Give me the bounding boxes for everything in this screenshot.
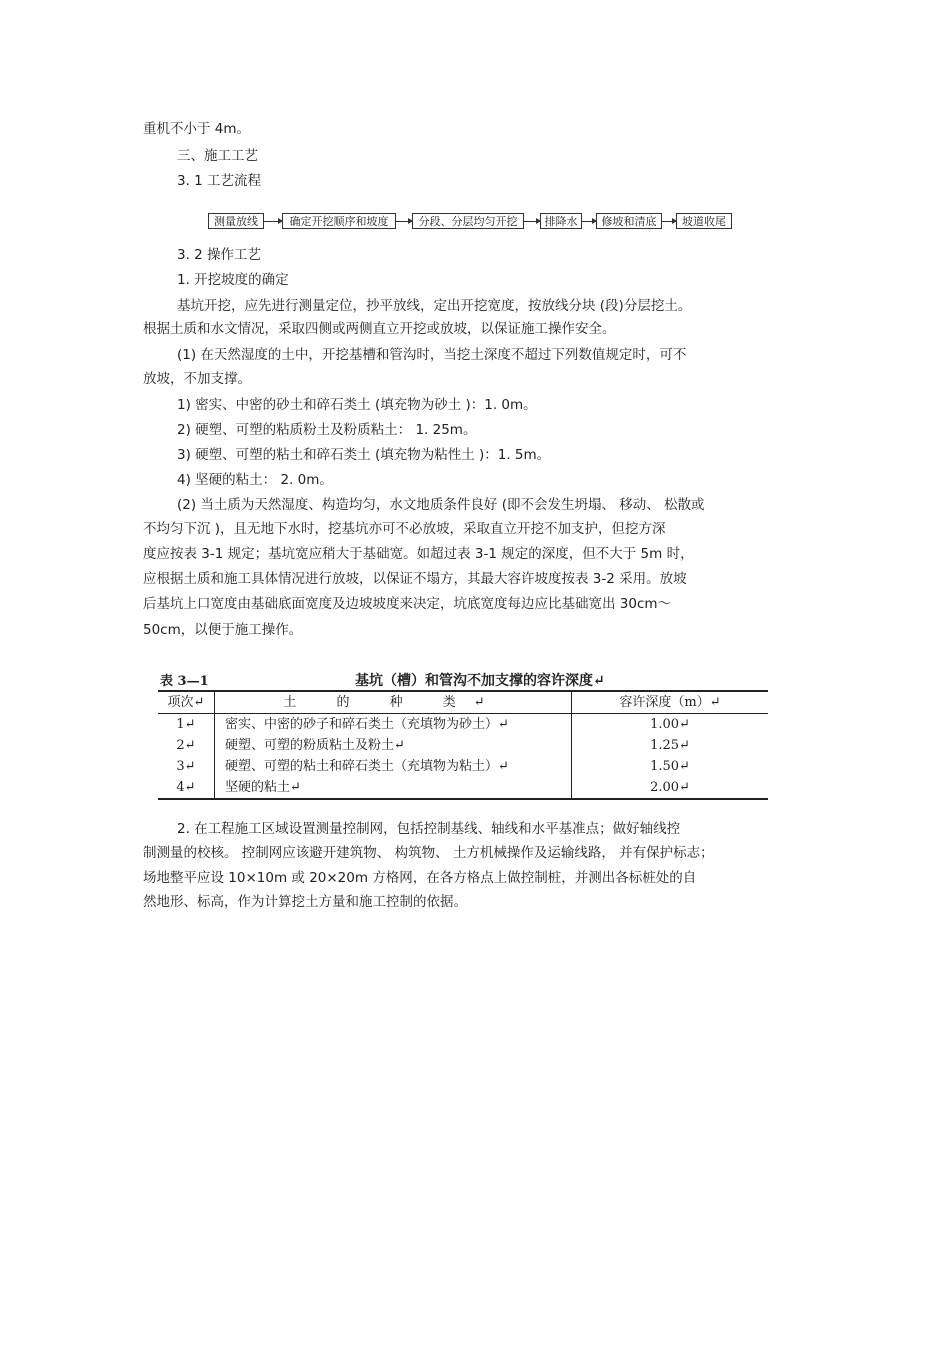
text-line: 场地整平应设 10×10m 或 20×20m 方格网，在各方格点上做控制桩，并测出各标桩处的自 [143, 870, 697, 886]
flow-arrow [662, 221, 676, 222]
table-row [158, 756, 768, 777]
table-cell: 4↵ [158, 777, 215, 799]
table-cell: 1.25↵ [650, 738, 690, 753]
flow-arrow [396, 221, 412, 222]
table-title: 基坑（槽）和管沟不加支撑的容许深度↵ [355, 673, 605, 689]
text-line: 度应按表 3-1 规定；基坑宽应稍大于基础宽。如超过表 3-1 规定的深度，但不大于 5m 时， [143, 546, 694, 562]
flow-arrow [264, 221, 282, 222]
subsection-heading: 3. 2 操作工艺 [177, 247, 262, 263]
table-cell: 3↵ [158, 756, 215, 777]
text-line: 应根据土质和施工具体情况进行放坡，以保证不塌方，其最大容许坡度按表 3-2 采用。放坡 [143, 571, 687, 587]
flow-step: 排降水 [540, 213, 582, 229]
allowable-depth-table [158, 690, 768, 800]
list-item: 1) 密实、中密的砂土和碎石类土 (填充物为砂土 )：1. 0m。 [177, 397, 537, 413]
text-line: 50cm，以便于施工操作。 [143, 622, 303, 638]
flow-arrow [524, 221, 540, 222]
table-cell: 坚硬的粘土↵ [215, 777, 572, 799]
text-line: 基坑开挖，应先进行测量定位，抄平放线，定出开挖宽度，按放线分块 (段)分层挖土。 [177, 298, 692, 314]
flow-arrow [582, 221, 596, 222]
flow-step: 分段、分层均匀开挖 [412, 213, 524, 229]
text-line: (1) 在天然湿度的土中，开挖基槽和管沟时，当挖土深度不超过下列数值规定时，可不 [177, 347, 687, 363]
item-heading: 1. 开挖坡度的确定 [177, 272, 289, 288]
text-line: 放坡，不加支撑。 [143, 371, 251, 387]
text-line: 根据土质和水文情况，采取四侧或两侧直立开挖或放坡，以保证施工操作安全。 [143, 321, 616, 337]
text-line: 制测量的校核。 控制网应该避开建筑物、 构筑物、 土方机械操作及运输线路， 并有保护标志； [143, 845, 714, 861]
column-header-soil-type: 土 的 种 类↵ [215, 691, 572, 714]
flow-step: 坡道收尾 [676, 213, 732, 229]
table-header-row [158, 691, 768, 714]
list-item: 4) 坚硬的粘土： 2. 0m。 [177, 472, 333, 488]
text-line: 2. 在工程施工区域设置测量控制网，包括控制基线、轴线和水平基准点；做好轴线控 [177, 821, 681, 837]
subsection-heading: 3. 1 工艺流程 [177, 173, 262, 189]
table-cell: 1.50↵ [650, 759, 690, 774]
text-line: (2) 当土质为天然湿度、构造均匀，水文地质条件良好 (即不会发生坍塌、 移动、 松散或 [177, 497, 705, 513]
column-header-item: 项次↵ [158, 691, 215, 714]
text-line: 重机不小于 4m。 [143, 121, 251, 137]
list-item: 2) 硬塑、可塑的粘质粉土及粉质粘土： 1. 25m。 [177, 422, 477, 438]
table-row [158, 777, 768, 799]
section-heading: 三、施工工艺 [177, 148, 258, 164]
flow-step: 修坡和清底 [596, 213, 662, 229]
text-line: 不均匀下沉 )，且无地下水时，挖基坑亦可不必放坡，采取直立开挖不加支护，但挖方深 [143, 521, 666, 537]
table-cell: 2↵ [158, 735, 215, 756]
flow-step: 确定开挖顺序和坡度 [282, 213, 396, 229]
table-cell: 硬塑、可塑的粘土和碎石类土（充填物为粘土）↵ [215, 756, 572, 777]
flow-step: 测量放线 [208, 213, 264, 229]
table-cell: 2.00↵ [572, 777, 769, 799]
process-flow-diagram [208, 211, 738, 231]
list-item: 3) 硬塑、可塑的粘土和碎石类土 (填充物为粘性土 )：1. 5m。 [177, 447, 551, 463]
text-line: 然地形、标高，作为计算挖土方量和施工控制的依据。 [143, 894, 467, 910]
table-label: 表 3—1 [160, 674, 209, 689]
column-header-depth: 容许深度（m）↵ [572, 691, 769, 714]
table-cell: 密实、中密的砂子和碎石类土（充填物为砂土）↵ [215, 714, 572, 736]
text-line: 后基坑上口宽度由基础底面宽度及边坡坡度来决定，坑底宽度每边应比基础宽出 30cm～ [143, 596, 672, 612]
table-row [158, 735, 768, 756]
table-cell: 1↵ [158, 714, 215, 736]
table-cell: 1.00↵ [650, 717, 690, 732]
table-cell: 硬塑、可塑的粉质粘土及粉土↵ [215, 735, 572, 756]
table-row [158, 714, 768, 736]
